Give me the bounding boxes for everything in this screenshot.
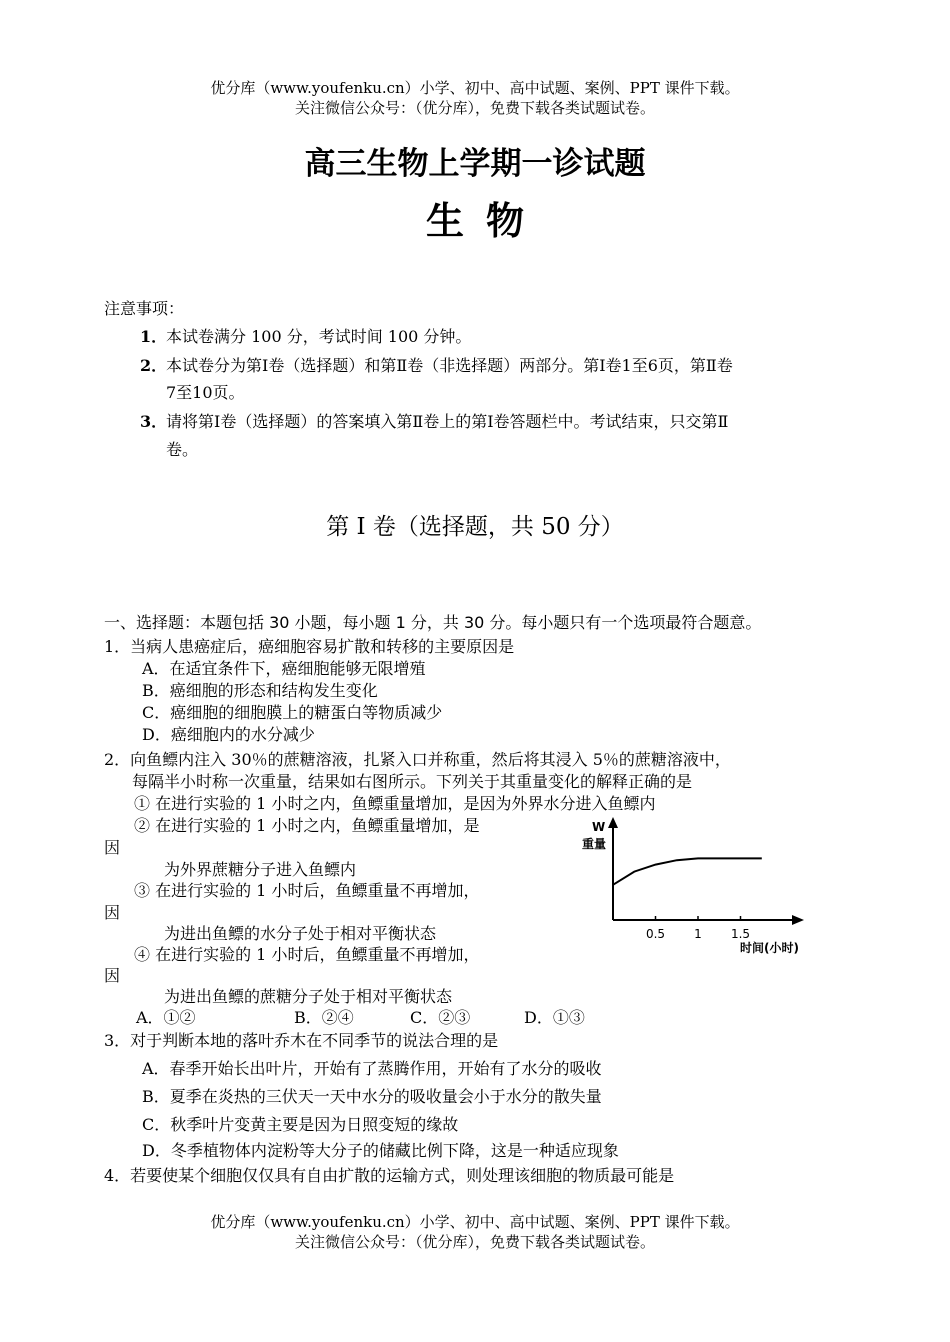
question-1-option-c: C．癌细胞的细胞膜上的糖蛋白等物质减少 [142, 703, 443, 722]
question-2-statement-4-wrap: 因 [104, 966, 121, 985]
question-2-statement-2-wrap: 因 [104, 838, 121, 857]
notice-text: 本试卷满分 100 分，考试时间 100 分钟。 [166, 327, 472, 346]
question-2-statement-2-cont: 为外界蔗糖分子进入鱼鳔内 [164, 860, 357, 879]
question-3-option-b: B．夏季在炎热的三伏天一天中水分的吸收量会小于水分的散失量 [142, 1087, 602, 1106]
question-3-option-d: D．冬季植物体内淀粉等大分子的储藏比例下降，这是一种适应现象 [142, 1141, 619, 1160]
series-line [613, 858, 762, 884]
footer-line-2: 关注微信公众号：（优分库），免费下载各类试题试卷。 [294, 1233, 655, 1251]
question-2-statement-3-cont: 为进出鱼鳔的水分子处于相对平衡状态 [164, 924, 437, 943]
question-1-stem: 1．当病人患癌症后，癌细胞容易扩散和转移的主要原因是 [104, 637, 515, 656]
question-1-option-d: D．癌细胞内的水分减少 [142, 725, 315, 744]
notice-num: 1． [140, 327, 168, 346]
weight-time-chart [580, 812, 830, 962]
question-2-statement-1: ① 在进行实验的 1 小时之内，鱼鳔重量增加，是因为外界水分进入鱼鳔内 [134, 794, 656, 813]
question-2-option-d: D．①③ [524, 1008, 585, 1027]
question-1-option-a: A．在适宜条件下，癌细胞能够无限增殖 [142, 659, 426, 678]
question-4-stem: 4．若要使某个细胞仅仅具有自由扩散的运输方式，则处理该细胞的物质最可能是 [104, 1166, 675, 1185]
question-2-statement-4-cont: 为进出鱼鳔的蔗糖分子处于相对平衡状态 [164, 987, 453, 1006]
question-3-option-a: A．春季开始长出叶片，开始有了蒸腾作用，开始有了水分的吸收 [142, 1059, 602, 1078]
y-axis-arrow [608, 817, 618, 828]
question-2-statement-2: ② 在进行实验的 1 小时之内，鱼鳔重量增加，是 [134, 816, 480, 835]
footer-line-1: 优分库（www.youfenku.cn）小学、初中、高中试题、案例、PPT 课件下载。 [210, 1213, 740, 1231]
question-2-statement-4: ④ 在进行实验的 1 小时后，鱼鳔重量不再增加， [134, 945, 480, 964]
question-2-option-c: C．②③ [410, 1008, 471, 1027]
question-2-option-b: B．②④ [294, 1008, 354, 1027]
header-line-1: 优分库（www.youfenku.cn）小学、初中、高中试题、案例、PPT 课件下载。 [210, 79, 740, 97]
question-1-option-b: B．癌细胞的形态和结构发生变化 [142, 681, 378, 700]
x-label: 时间(小时) [740, 941, 799, 955]
notice-item-2 [140, 354, 733, 378]
instructions: 一、选择题：本题包括 30 小题，每小题 1 分，共 30 分。每小题只有一个选项最符合题意。 [104, 613, 762, 632]
question-2-stem-1: 2．向鱼鳔内注入 30％的蔗糖溶液，扎紧入口并称重，然后将其浸入 5％的蔗糖溶液中， [104, 750, 731, 769]
question-3-stem: 3．对于判断本地的落叶乔木在不同季节的说法合理的是 [104, 1031, 499, 1050]
y-label: 重量 [582, 837, 607, 851]
notice-item-3 [140, 410, 728, 434]
notice-heading: 注意事项： [104, 299, 185, 318]
x-axis-arrow [792, 915, 804, 925]
notice-num: 2． [140, 356, 168, 375]
question-2-statement-3: ③ 在进行实验的 1 小时后，鱼鳔重量不再增加， [134, 881, 480, 900]
notice-item-2-cont: 7至10页。 [166, 383, 245, 402]
notice-item-3-cont: 卷。 [166, 440, 199, 459]
x-tick-label: 1.5 [730, 927, 751, 941]
notice-num: 3． [140, 412, 168, 431]
x-tick-label: 1 [694, 927, 702, 941]
question-3-option-c: C．秋季叶片变黄主要是因为日照变短的缘故 [142, 1115, 459, 1134]
question-2-statement-3-wrap: 因 [104, 903, 121, 922]
section-title: 第 I 卷（选择题，共 50 分） [326, 514, 624, 540]
page-title: 高三生物上学期一诊试题 [304, 146, 646, 182]
x-tick-label: 0.5 [645, 927, 666, 941]
y-label-w: W [592, 820, 606, 834]
page-subtitle: 生物 [425, 198, 546, 243]
header-line-2: 关注微信公众号：（优分库），免费下载各类试题试卷。 [294, 99, 655, 117]
notice-text: 请将第Ⅰ卷（选择题）的答案填入第Ⅱ卷上的第Ⅰ卷答题栏中。考试结束，只交第Ⅱ [166, 412, 729, 431]
question-2-option-a: A．①② [136, 1008, 196, 1027]
notice-text: 本试卷分为第Ⅰ卷（选择题）和第Ⅱ卷（非选择题）两部分。第Ⅰ卷1至6页，第Ⅱ卷 [166, 356, 733, 375]
notice-item-1 [140, 325, 471, 349]
question-2-stem-2: 每隔半小时称一次重量，结果如右图所示。下列关于其重量变化的解释正确的是 [132, 772, 693, 791]
